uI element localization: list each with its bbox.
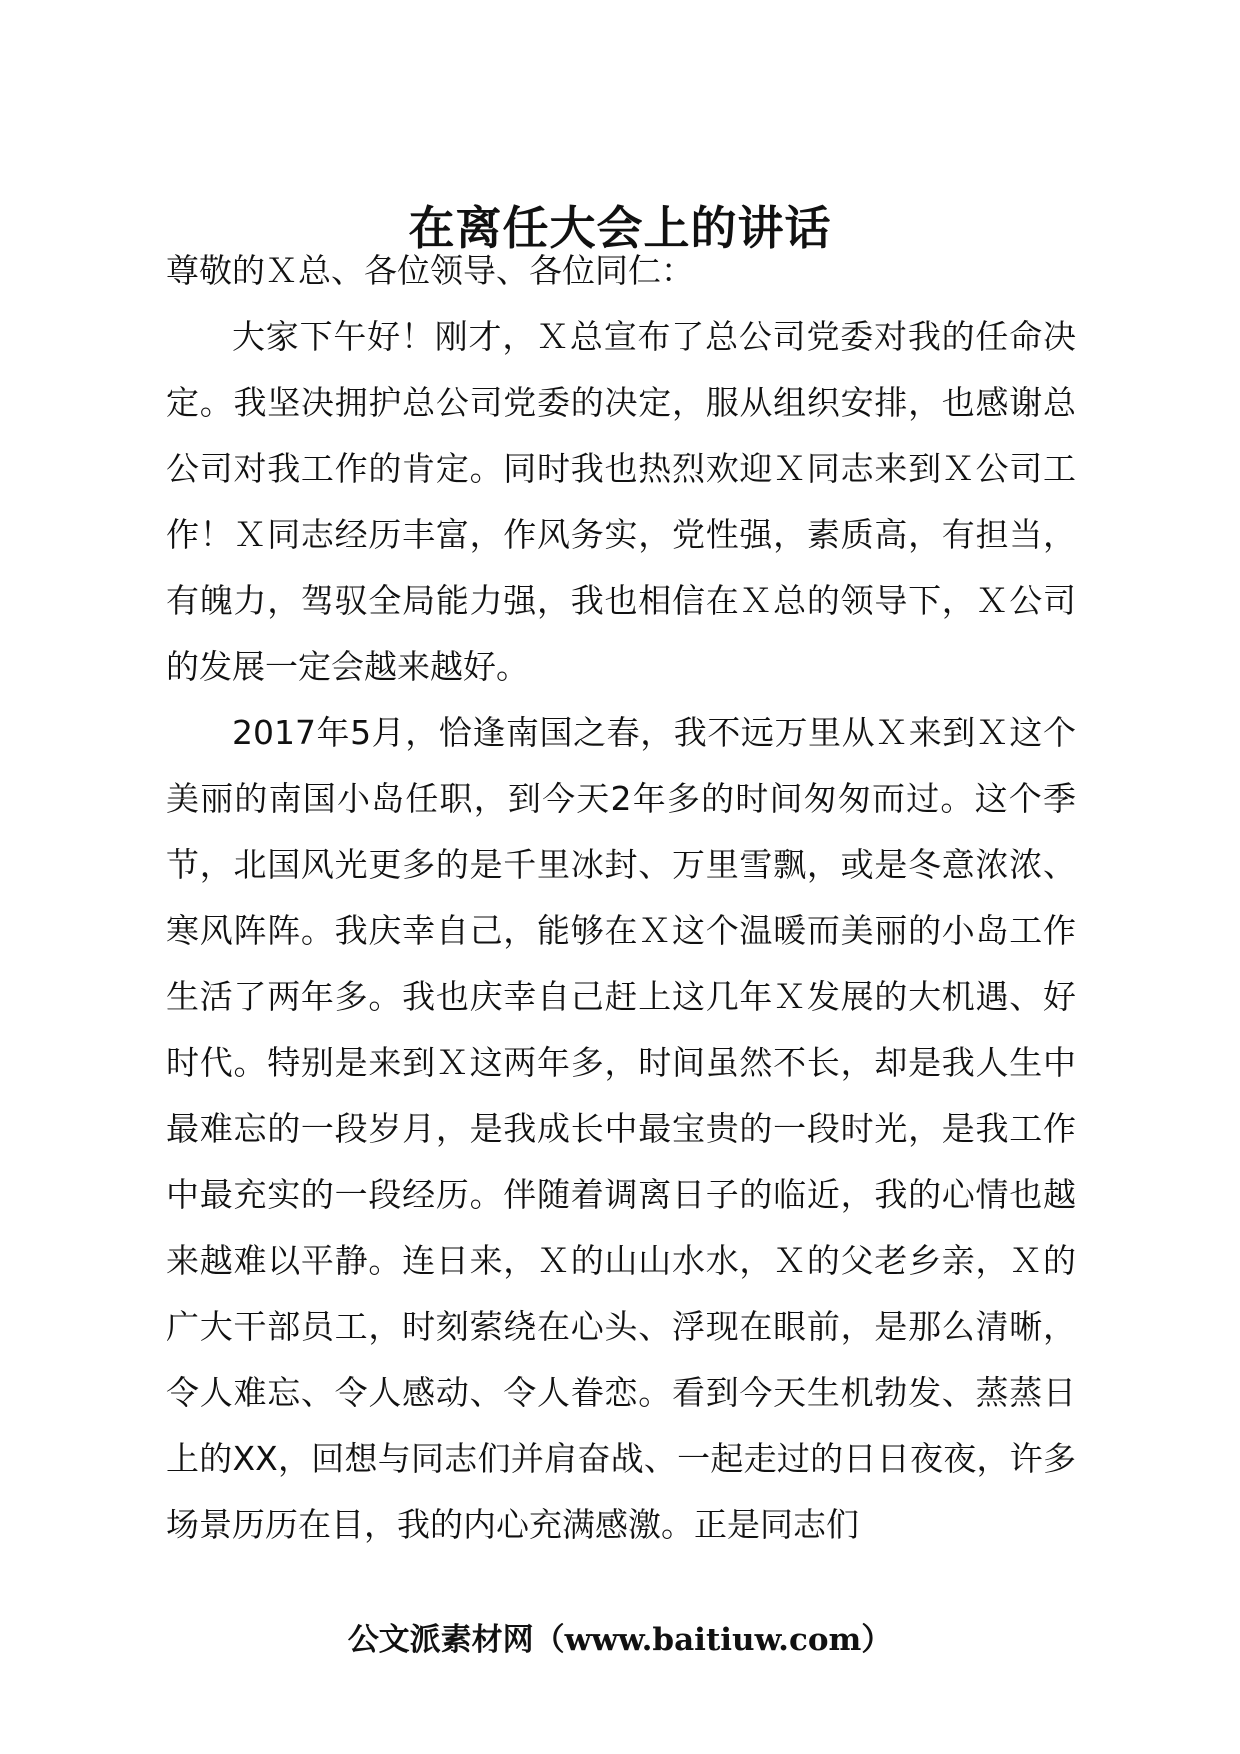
watermark-footer: 公文派素材网（www.baitiuw.com） bbox=[347, 1622, 893, 1658]
paragraph-1: 大家下午好！刚才，Ｘ总宣布了总公司党委对我的任命决定。我坚决拥护总公司党委的决定，服从组织安排，也感谢总公司对我工作的肯定。同时我也热烈欢迎Ｘ同志来到Ｘ公司工作！Ｘ同志经历丰富，作风务实，党性强，素质高，有担当，有魄力，驾驭全局能力强，我也相信在Ｘ总的领导下，Ｘ公司的发展一定会越来越好。 bbox=[166, 317, 1077, 686]
document-title: 在离任大会上的讲话 bbox=[408, 201, 832, 255]
document-body bbox=[166, 238, 1076, 1558]
salutation: 尊敬的Ｘ总、各位领导、各位同仁： bbox=[166, 251, 694, 290]
paragraph-2: 2017年5月，恰逢南国之春，我不远万里从Ｘ来到Ｘ这个美丽的南国小岛任职，到今天2年多的时间匆匆而过。这个季节，北国风光更多的是千里冰封、万里雪飘，或是冬意浓浓、寒风阵阵。我庆幸自己，能够在Ｘ这个温暖而美丽的小岛工作生活了两年多。我也庆幸自己赶上这几年Ｘ发展的大机遇、好时代。特别是来到Ｘ这两年多，时间虽然不长，却是我人生中最难忘的一段岁月，是我成长中最宝贵的一段时光，是我工作中最充实的一段经历。伴随着调离日子的临近，我的心情也越来越难以平静。连日来，Ｘ的山山水水，Ｘ的父老乡亲，Ｘ的广大干部员工，时刻萦绕在心头、浮现在眼前，是那么清晰，令人难忘、令人感动、令人眷恋。看到今天生机勃发、蒸蒸日上的XX，回想与同志们并肩奋战、一起走过的日日夜夜，许多场景历历在目，我的内心充满感激。正是同志们 bbox=[166, 713, 1077, 1544]
